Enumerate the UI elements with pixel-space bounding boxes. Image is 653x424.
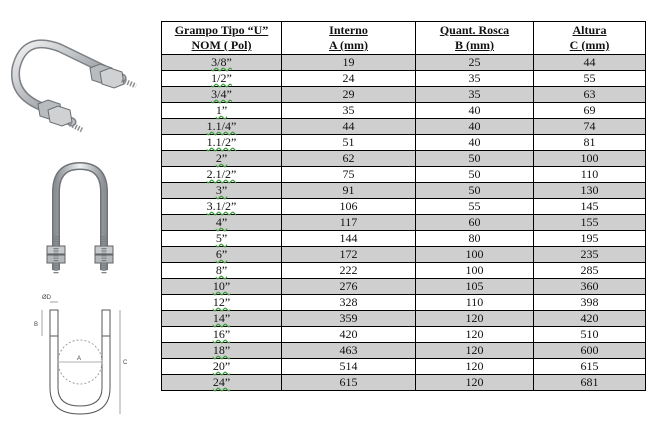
cell-rosca bbox=[416, 359, 534, 375]
table-row bbox=[162, 375, 646, 391]
cell-nom bbox=[162, 119, 282, 135]
table-row bbox=[162, 311, 646, 327]
cell-nom bbox=[162, 55, 282, 71]
table-row bbox=[162, 199, 646, 215]
cell-interno bbox=[282, 103, 416, 119]
cell-rosca-text: 40 bbox=[468, 135, 481, 149]
header-nom bbox=[162, 22, 282, 55]
cell-rosca bbox=[416, 295, 534, 311]
header-rosca bbox=[416, 22, 534, 55]
cell-rosca-text: 105 bbox=[465, 279, 484, 293]
cell-interno-text: 51 bbox=[342, 135, 355, 149]
cell-nom bbox=[162, 71, 282, 87]
cell-interno-text: 172 bbox=[339, 247, 358, 261]
header-nom-line1: Grampo Tipo “U” bbox=[174, 23, 269, 37]
cell-altura-text: 195 bbox=[580, 231, 599, 245]
cell-interno-text: 44 bbox=[342, 119, 355, 133]
cell-rosca-text: 50 bbox=[468, 167, 481, 181]
u-bolt-photo-upright bbox=[36, 158, 126, 278]
cell-nom bbox=[162, 87, 282, 103]
cell-altura bbox=[534, 119, 646, 135]
cell-nom bbox=[162, 279, 282, 295]
table-row bbox=[162, 103, 646, 119]
cell-nom-text: 1” bbox=[215, 103, 228, 117]
cell-nom bbox=[162, 327, 282, 343]
cell-altura bbox=[534, 375, 646, 391]
cell-interno-text: 117 bbox=[339, 215, 358, 229]
cell-nom-text: 1.1/4” bbox=[206, 119, 237, 133]
cell-interno bbox=[282, 183, 416, 199]
cell-interno bbox=[282, 119, 416, 135]
cell-interno bbox=[282, 87, 416, 103]
cell-altura bbox=[534, 151, 646, 167]
cell-nom-text: 3/8” bbox=[211, 55, 232, 69]
cell-altura-text: 55 bbox=[583, 71, 596, 85]
diagram-label-d: ØD bbox=[42, 295, 51, 301]
cell-altura bbox=[534, 87, 646, 103]
cell-altura-text: 145 bbox=[580, 199, 599, 213]
diagram-label-b: B bbox=[34, 322, 39, 328]
cell-altura-text: 130 bbox=[580, 183, 599, 197]
cell-nom-text: 18” bbox=[212, 343, 231, 357]
cell-nom bbox=[162, 151, 282, 167]
cell-rosca-text: 120 bbox=[465, 311, 484, 325]
cell-nom-text: 24” bbox=[212, 375, 231, 389]
cell-nom-text: 16” bbox=[212, 327, 231, 341]
cell-interno-text: 144 bbox=[339, 231, 358, 245]
table-row bbox=[162, 119, 646, 135]
cell-rosca bbox=[416, 247, 534, 263]
cell-altura-text: 600 bbox=[580, 343, 599, 357]
cell-altura-text: 74 bbox=[583, 119, 596, 133]
cell-interno-text: 91 bbox=[342, 183, 355, 197]
cell-interno-text: 29 bbox=[342, 87, 355, 101]
cell-altura bbox=[534, 231, 646, 247]
header-interno-line1: Interno bbox=[329, 23, 368, 37]
cell-nom bbox=[162, 135, 282, 151]
diagram-label-c: C bbox=[123, 360, 128, 366]
cell-rosca-text: 25 bbox=[468, 55, 481, 69]
product-images bbox=[0, 0, 160, 424]
table-row bbox=[162, 359, 646, 375]
cell-nom-text: 3.1/2” bbox=[206, 199, 237, 213]
nut-icon bbox=[90, 64, 124, 88]
cell-altura-text: 510 bbox=[580, 327, 599, 341]
table-row bbox=[162, 151, 646, 167]
cell-nom bbox=[162, 215, 282, 231]
cell-rosca-text: 110 bbox=[465, 295, 484, 309]
cell-altura-text: 398 bbox=[580, 295, 599, 309]
cell-altura bbox=[534, 71, 646, 87]
cell-altura bbox=[534, 183, 646, 199]
cell-nom-text: 2.1/2” bbox=[206, 167, 237, 181]
cell-altura bbox=[534, 135, 646, 151]
cell-nom-text: 6” bbox=[215, 247, 228, 261]
table-row bbox=[162, 327, 646, 343]
cell-nom bbox=[162, 295, 282, 311]
table-row bbox=[162, 87, 646, 103]
cell-nom-text: 8” bbox=[215, 263, 228, 277]
cell-altura bbox=[534, 167, 646, 183]
table-row bbox=[162, 295, 646, 311]
cell-altura-text: 81 bbox=[583, 135, 596, 149]
cell-rosca-text: 100 bbox=[465, 263, 484, 277]
table-row bbox=[162, 215, 646, 231]
cell-rosca bbox=[416, 343, 534, 359]
cell-interno-text: 75 bbox=[342, 167, 355, 181]
cell-rosca-text: 40 bbox=[468, 103, 481, 117]
cell-interno bbox=[282, 359, 416, 375]
table-row bbox=[162, 343, 646, 359]
cell-rosca bbox=[416, 103, 534, 119]
cell-altura-text: 44 bbox=[583, 55, 596, 69]
cell-interno-text: 24 bbox=[342, 71, 355, 85]
cell-interno-text: 222 bbox=[339, 263, 358, 277]
cell-interno bbox=[282, 167, 416, 183]
cell-altura bbox=[534, 279, 646, 295]
cell-nom bbox=[162, 199, 282, 215]
cell-interno bbox=[282, 135, 416, 151]
cell-interno bbox=[282, 263, 416, 279]
cell-interno bbox=[282, 311, 416, 327]
cell-altura bbox=[534, 247, 646, 263]
cell-nom-text: 3/4” bbox=[211, 87, 232, 101]
table-row bbox=[162, 167, 646, 183]
cell-rosca-text: 120 bbox=[465, 343, 484, 357]
table-row bbox=[162, 279, 646, 295]
cell-nom-text: 12” bbox=[212, 295, 231, 309]
cell-interno bbox=[282, 151, 416, 167]
cell-altura-text: 235 bbox=[580, 247, 599, 261]
cell-rosca bbox=[416, 263, 534, 279]
cell-altura-text: 420 bbox=[580, 311, 599, 325]
cell-rosca bbox=[416, 183, 534, 199]
cell-rosca-text: 55 bbox=[468, 199, 481, 213]
diagram-label-a: A bbox=[77, 356, 82, 362]
cell-rosca bbox=[416, 71, 534, 87]
cell-altura-text: 100 bbox=[580, 151, 599, 165]
u-bolt-dimension-table bbox=[161, 21, 646, 391]
cell-rosca bbox=[416, 135, 534, 151]
table-row bbox=[162, 55, 646, 71]
cell-altura bbox=[534, 103, 646, 119]
header-altura bbox=[534, 22, 646, 55]
cell-altura bbox=[534, 327, 646, 343]
cell-interno bbox=[282, 71, 416, 87]
cell-interno bbox=[282, 375, 416, 391]
table-row bbox=[162, 135, 646, 151]
cell-rosca bbox=[416, 119, 534, 135]
cell-altura-text: 69 bbox=[583, 103, 596, 117]
cell-rosca-text: 100 bbox=[465, 247, 484, 261]
cell-nom bbox=[162, 247, 282, 263]
cell-altura bbox=[534, 263, 646, 279]
cell-interno-text: 359 bbox=[339, 311, 358, 325]
cell-interno-text: 35 bbox=[342, 103, 355, 117]
cell-altura-text: 285 bbox=[580, 263, 599, 277]
cell-interno bbox=[282, 327, 416, 343]
cell-altura-text: 63 bbox=[583, 87, 596, 101]
cell-altura bbox=[534, 359, 646, 375]
cell-nom bbox=[162, 343, 282, 359]
cell-nom-text: 3” bbox=[215, 183, 228, 197]
cell-nom bbox=[162, 103, 282, 119]
cell-nom bbox=[162, 167, 282, 183]
cell-nom bbox=[162, 263, 282, 279]
cell-rosca-text: 35 bbox=[468, 87, 481, 101]
cell-nom-text: 4” bbox=[215, 215, 228, 229]
cell-altura bbox=[534, 343, 646, 359]
cell-altura bbox=[534, 311, 646, 327]
cell-interno bbox=[282, 279, 416, 295]
table-row bbox=[162, 71, 646, 87]
cell-nom bbox=[162, 183, 282, 199]
cell-interno bbox=[282, 55, 416, 71]
header-interno bbox=[282, 22, 416, 55]
cell-nom-text: 14” bbox=[212, 311, 231, 325]
cell-interno-text: 514 bbox=[339, 359, 358, 373]
cell-altura-text: 360 bbox=[580, 279, 599, 293]
cell-interno-text: 106 bbox=[339, 199, 358, 213]
cell-altura-text: 155 bbox=[580, 215, 599, 229]
cell-rosca bbox=[416, 55, 534, 71]
cell-nom-text: 2” bbox=[215, 151, 228, 165]
u-bolt-dimension-diagram bbox=[20, 290, 140, 418]
cell-interno bbox=[282, 295, 416, 311]
cell-nom bbox=[162, 359, 282, 375]
cell-nom-text: 20” bbox=[212, 359, 231, 373]
cell-altura bbox=[534, 55, 646, 71]
cell-rosca bbox=[416, 231, 534, 247]
cell-rosca bbox=[416, 375, 534, 391]
header-altura-line2: C (mm) bbox=[569, 38, 610, 52]
cell-nom-text: 10” bbox=[212, 279, 231, 293]
cell-nom bbox=[162, 375, 282, 391]
table-header-row bbox=[162, 22, 646, 55]
cell-nom-text: 1/2” bbox=[211, 71, 232, 85]
cell-rosca-text: 120 bbox=[465, 327, 484, 341]
table-row bbox=[162, 247, 646, 263]
table-row bbox=[162, 231, 646, 247]
cell-interno-text: 615 bbox=[339, 375, 358, 389]
cell-interno-text: 62 bbox=[342, 151, 355, 165]
table-row bbox=[162, 183, 646, 199]
cell-altura bbox=[534, 199, 646, 215]
cell-interno bbox=[282, 247, 416, 263]
cell-rosca bbox=[416, 87, 534, 103]
cell-rosca bbox=[416, 311, 534, 327]
cell-rosca bbox=[416, 215, 534, 231]
cell-nom bbox=[162, 311, 282, 327]
header-interno-line2: A (mm) bbox=[329, 38, 368, 52]
u-bolt-photo-angled bbox=[4, 28, 138, 138]
header-altura-line1: Altura bbox=[572, 23, 607, 37]
cell-rosca bbox=[416, 279, 534, 295]
cell-altura-text: 681 bbox=[580, 375, 599, 389]
cell-rosca bbox=[416, 167, 534, 183]
cell-interno bbox=[282, 215, 416, 231]
cell-altura-text: 110 bbox=[580, 167, 599, 181]
cell-rosca-text: 120 bbox=[465, 375, 484, 389]
cell-interno bbox=[282, 199, 416, 215]
cell-rosca-text: 40 bbox=[468, 119, 481, 133]
cell-rosca-text: 35 bbox=[468, 71, 481, 85]
cell-rosca bbox=[416, 151, 534, 167]
cell-nom-text: 5” bbox=[215, 231, 228, 245]
table-row bbox=[162, 263, 646, 279]
header-rosca-line1: Quant. Rosca bbox=[439, 23, 510, 37]
cell-rosca-text: 120 bbox=[465, 359, 484, 373]
cell-interno-text: 328 bbox=[339, 295, 358, 309]
cell-interno-text: 19 bbox=[342, 55, 355, 69]
cell-rosca bbox=[416, 327, 534, 343]
header-rosca-line2: B (mm) bbox=[455, 38, 494, 52]
header-nom-line2: NOM ( Pol) bbox=[191, 38, 252, 52]
cell-rosca-text: 60 bbox=[468, 215, 481, 229]
cell-nom-text: 1.1/2” bbox=[206, 135, 237, 149]
cell-altura bbox=[534, 295, 646, 311]
cell-altura-text: 615 bbox=[580, 359, 599, 373]
cell-interno-text: 276 bbox=[339, 279, 358, 293]
cell-altura bbox=[534, 215, 646, 231]
cell-nom bbox=[162, 231, 282, 247]
cell-rosca-text: 80 bbox=[468, 231, 481, 245]
cell-rosca-text: 50 bbox=[468, 183, 481, 197]
cell-interno bbox=[282, 343, 416, 359]
cell-interno bbox=[282, 231, 416, 247]
cell-interno-text: 420 bbox=[339, 327, 358, 341]
cell-rosca bbox=[416, 199, 534, 215]
nut-icon bbox=[38, 100, 72, 126]
cell-rosca-text: 50 bbox=[468, 151, 481, 165]
cell-interno-text: 463 bbox=[339, 343, 358, 357]
